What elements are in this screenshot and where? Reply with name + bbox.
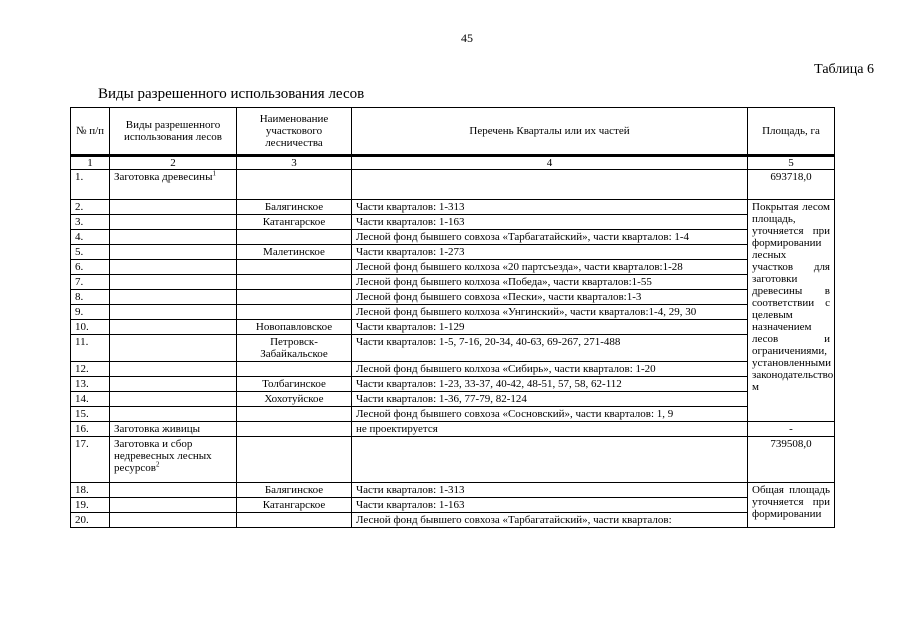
table-row [71,230,835,245]
row-number-cell: 15. [71,407,110,422]
use-type-cell [110,215,237,230]
table-row [71,260,835,275]
header-quarters-list: Перечень Кварталы или их частей [352,108,748,155]
table-row [71,437,835,483]
forestry-cell [237,362,352,377]
column-number: 2 [110,156,237,170]
row-number-cell: 18. [71,483,110,498]
forestry-cell [237,275,352,290]
row-number-cell: 8. [71,290,110,305]
forestry-cell: Балягинское [237,483,352,498]
quarters-list-cell: не проектируется [352,422,748,437]
table-row [71,377,835,392]
row-number-cell: 7. [71,275,110,290]
row-number-cell: 10. [71,320,110,335]
forestry-cell: Балягинское [237,200,352,215]
use-type-text: Заготовка древесины [114,171,213,183]
use-type-text: Заготовка живицы [114,423,200,435]
row-number-cell: 3. [71,215,110,230]
table-row [71,215,835,230]
table-row [71,392,835,407]
use-type-cell [110,275,237,290]
table-row [71,305,835,320]
forestry-cell: Хохотуйское [237,392,352,407]
quarters-list-cell [352,437,748,483]
header-forestry: Наименование участкового лесничества [237,108,352,155]
document-title: Виды разрешенного использования лесов [98,86,365,102]
use-type-cell [110,392,237,407]
row-number-cell: 13. [71,377,110,392]
use-type-cell [110,290,237,305]
forestry-cell: Толбагинское [237,377,352,392]
use-type-cell [110,362,237,377]
quarters-list-cell: Лесной фонд бывшего колхоза «Победа», части кварталов:1-55 [352,275,748,290]
use-type-cell [110,498,237,513]
table-row [71,483,835,498]
quarters-list-cell [352,170,748,200]
table-row [71,290,835,305]
row-number-cell: 9. [71,305,110,320]
use-type-cell [110,170,237,200]
use-type-cell [110,513,237,528]
row-number-cell: 5. [71,245,110,260]
quarters-list-cell: Лесной фонд бывшего совхоза «Сосновский», части кварталов: 1, 9 [352,407,748,422]
column-numbers-row [71,156,835,170]
quarters-list-cell: Лесной фонд бывшего совхоза «Тарбагатайский», части кварталов: 1-4 [352,230,748,245]
quarters-list-cell: Части кварталов: 1-129 [352,320,748,335]
use-type-cell [110,407,237,422]
use-type-cell [110,335,237,362]
row-number-cell: 19. [71,498,110,513]
column-number: 4 [352,156,748,170]
forestry-cell: Катангарское [237,498,352,513]
quarters-list-cell: Части кварталов: 1-36, 77-79, 82-124 [352,392,748,407]
forestry-cell [237,170,352,200]
row-number-cell: 6. [71,260,110,275]
footnote-marker: 1 [212,169,216,178]
header-use-type: Виды разрешенного использования лесов [110,108,237,155]
forestry-cell [237,437,352,483]
row-number-cell: 12. [71,362,110,377]
use-type-cell [110,305,237,320]
use-type-cell [110,260,237,275]
column-number: 3 [237,156,352,170]
forestry-cell: Катангарское [237,215,352,230]
row-number-cell: 11. [71,335,110,362]
table-body [71,170,835,528]
column-number: 1 [71,156,110,170]
table-row [71,362,835,377]
quarters-list-cell: Части кварталов: 1-163 [352,215,748,230]
forestry-cell [237,290,352,305]
table-header-row [71,108,835,155]
table-row [71,275,835,290]
table-label: Таблица 6 [814,62,874,77]
use-type-cell [110,320,237,335]
area-cell: 739508,0 [748,437,835,483]
forestry-cell: Новопавловское [237,320,352,335]
quarters-list-cell: Части кварталов: 1-23, 33-37, 40-42, 48-51, 57, 58, 62-112 [352,377,748,392]
use-type-cell [110,483,237,498]
area-note-cell: Покрытая лесом площадь, уточняется при формировании лесных участков для заготовки древесины в соответствии с целевым назначением лесов и ограничениями, установленными законодательство м [748,200,835,422]
column-number: 5 [748,156,835,170]
quarters-list-cell: Части кварталов: 1-5, 7-16, 20-34, 40-63, 69-267, 271-488 [352,335,748,362]
row-number-cell: 4. [71,230,110,245]
header-area: Площадь, га [748,108,835,155]
forest-use-table [70,107,835,528]
area-cell: 693718,0 [748,170,835,200]
quarters-list-cell: Части кварталов: 1-313 [352,483,748,498]
page-number: 45 [461,31,473,45]
row-number-cell: 17. [71,437,110,483]
quarters-list-cell: Лесной фонд бывшего совхоза «Тарбагатайский», части кварталов: [352,513,748,528]
use-type-cell [110,230,237,245]
use-type-cell [110,437,237,483]
use-type-cell [110,377,237,392]
quarters-list-cell: Лесной фонд бывшего совхоза «Пески», части кварталов:1-3 [352,290,748,305]
table-row [71,170,835,200]
table-row [71,245,835,260]
quarters-list-cell: Части кварталов: 1-313 [352,200,748,215]
table-row [71,320,835,335]
use-type-cell [110,200,237,215]
area-note-cell: Общая площадь уточняется при формировании [748,483,835,528]
quarters-list-cell: Лесной фонд бывшего колхоза «Сибирь», части кварталов: 1-20 [352,362,748,377]
forestry-cell: Малетинское [237,245,352,260]
table-row [71,422,835,437]
use-type-cell [110,245,237,260]
footnote-marker: 2 [155,460,160,469]
row-number-cell: 14. [71,392,110,407]
header-number: № п/п [71,108,110,155]
forestry-cell [237,305,352,320]
table-row [71,498,835,513]
row-number-cell: 2. [71,200,110,215]
quarters-list-cell: Части кварталов: 1-273 [352,245,748,260]
quarters-list-cell: Лесной фонд бывшего колхоза «20 партсъезда», части кварталов:1-28 [352,260,748,275]
row-number-cell: 1. [71,170,110,200]
quarters-list-cell: Части кварталов: 1-163 [352,498,748,513]
forestry-cell [237,513,352,528]
forestry-cell [237,407,352,422]
row-number-cell: 20. [71,513,110,528]
forestry-cell [237,422,352,437]
table-row [71,200,835,215]
table-row [71,335,835,362]
table-row [71,513,835,528]
forestry-cell: Петровск-Забайкальское [237,335,352,362]
use-type-text: Заготовка и сбор недревесных лесных ресурсов [114,438,212,474]
use-type-cell [110,422,237,437]
forestry-cell [237,260,352,275]
table-row [71,407,835,422]
area-cell: - [748,422,835,437]
row-number-cell: 16. [71,422,110,437]
quarters-list-cell: Лесной фонд бывшего колхоза «Унгинский», части кварталов:1-4, 29, 30 [352,305,748,320]
forestry-cell [237,230,352,245]
